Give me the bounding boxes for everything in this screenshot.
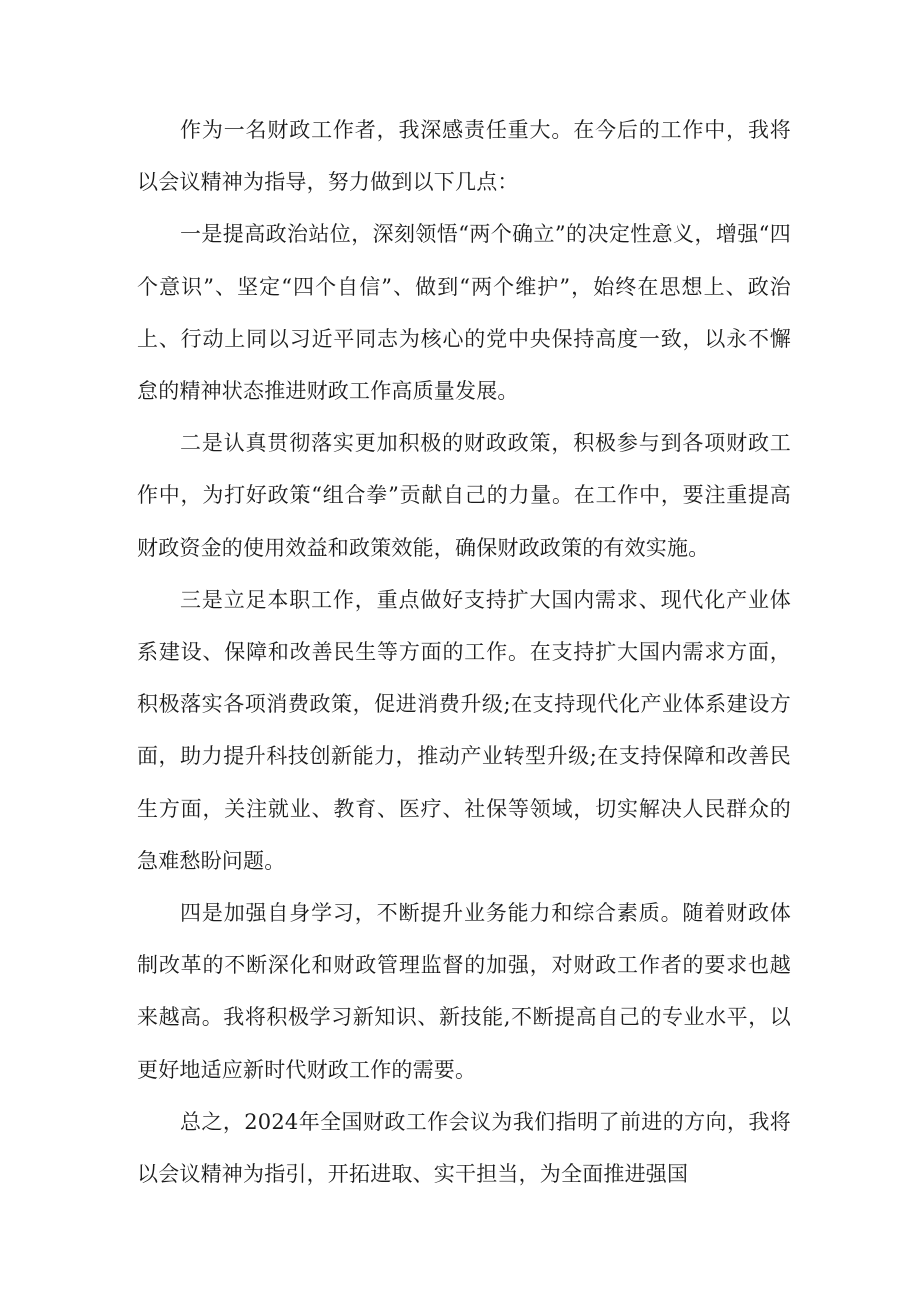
paragraph-conclusion: 总之，2024年全国财政工作会议为我们指明了前进的方向，我将以会议精神为指引，开拓进取、实干担当，为全面推进强国: [137, 1109, 791, 1187]
paragraph-point-four: 四是加强自身学习，不断提升业务能力和综合素质。随着财政体制改革的不断深化和财政管理监督的加强，对财政工作者的要求也越来越高。我将积极学习新知识、新技能,不断提高自己的专业水平，以更好地适应新时代财政工作的需要。: [137, 901, 791, 1082]
paragraph-point-three: 三是立足本职工作，重点做好支持扩大国内需求、现代化产业体系建设、保障和改善民生等方面的工作。在支持扩大国内需求方面，积极落实各项消费政策，促进消费升级;在支持现代化产业体系建设方面，助力提升科技创新能力，推动产业转型升级;在支持保障和改善民生方面，关注就业、教育、医疗、社保等领域，切实解决人民群众的急难愁盼问题。: [137, 587, 791, 873]
paragraph-point-one: 一是提高政治站位，深刻领悟“两个确立”的决定性意义，增强“四个意识”、坚定“四个自信”、做到“两个维护”，始终在思想上、政治上、行动上同以习近平同志为核心的党中央保持高度一致，以永不懈怠的精神状态推进财政工作高质量发展。: [137, 222, 791, 404]
paragraph-point-two: 二是认真贯彻落实更加积极的财政政策，积极参与到各项财政工作中，为打好政策“组合拳”贡献自己的力量。在工作中，要注重提高财政资金的使用效益和政策效能，确保财政政策的有效实施。: [137, 431, 791, 560]
document-body: [137, 104, 791, 1200]
paragraph-intro: 作为一名财政工作者，我深感责任重大。在今后的工作中，我将以会议精神为指导，努力做到以下几点：: [137, 118, 791, 195]
